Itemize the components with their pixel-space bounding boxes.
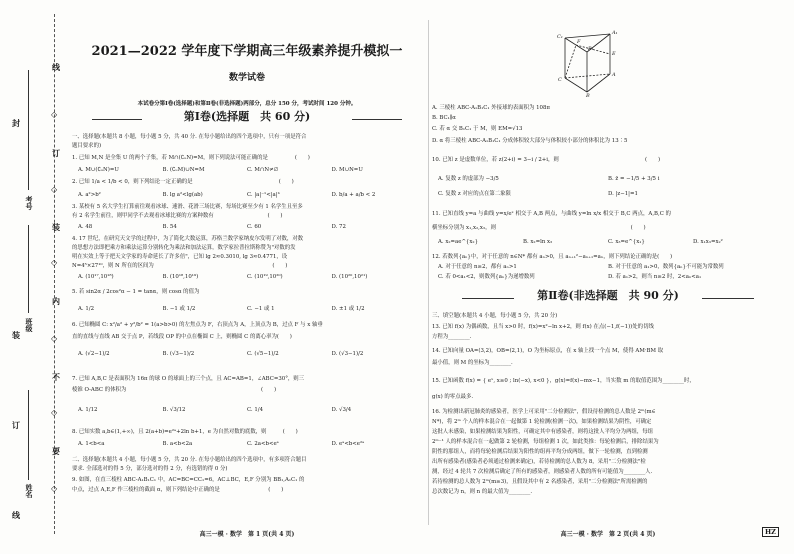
margin-word: 线 [12,510,20,520]
option: C. (10¹⁹,10²⁰) [247,274,283,280]
figure-label: B [586,93,590,98]
page-footer-right: 高三一模 · 数学 第 2 页(共 4 页) [560,531,656,538]
option: C. |a|⁻¹<|a|ᵇ [247,192,280,198]
option: B. −1 或 1/2 [162,306,196,312]
rule [352,119,402,120]
question-4: N=4⁵×27¹⁰，则 N 所在的区间为 ( ) [72,263,288,269]
option: B. lg a²<lg(ab) [162,192,203,198]
question-14: 最小值，则 M 的坐标为________. [432,360,513,366]
diamond-icon: ◇ [51,408,58,417]
question-12-options [438,273,778,282]
rule [702,298,754,299]
diamond-icon: ◇ [51,484,58,493]
question-6: 6. 已知椭圆 C: x²/a² + y²/b² = 1(a>b>0) 的左焦点为 F，右顶点为 A，上顶点为 B，过点 F 与 x 轴垂 [72,322,323,328]
question-6-options [78,350,416,359]
margin-char: 要 [52,446,60,456]
region-badge: HZ [762,527,779,537]
option: C. 2a<b<eᵃ [247,441,279,447]
section-intro: 题目要求的) [72,143,102,149]
question-2: 2. 已知 1/a < 1/b < 0，则下列结论一定正确的是 ( ) [72,179,294,185]
field-label-exam-number: 考号 [25,196,34,210]
option: D. b/a + a/b < 2 [331,192,376,198]
field-label-class: 班级 [25,318,34,332]
question-16: 测，经过 4 轮共 7 次检测后确定了所有的感染者，则感染者人数的所有可能值为________人. [432,469,653,475]
field-line [28,225,29,313]
diamond-icon: ◇ [51,110,58,119]
question-11: 11. 已知直线 y=a 与曲线 y=x/eˣ 相交于 A,B 两点，与曲线 y=ln x/x 相交于 B,C 两点，A,B,C 的 [432,211,671,217]
question-7: 7. 已知 A,B,C 是表面积为 16π 的球 O 的球面上的三个点，且 AC=AB=1，∠ABC=30°，则三 [72,376,305,382]
part2-heading: 第Ⅱ卷(非选择题 共 90 分) [537,289,679,302]
option: B. z̄ = −1/5 + 3/5 i [608,176,660,182]
margin-word: 订 [12,420,20,430]
option: D. (10²⁰,10²¹) [331,274,368,280]
section2-intro: 要求. 全部选对的得 5 分，部分选对的得 2 分，有选错的得 0 分) [72,466,228,472]
question-16: 总次数记为 n，则 n 的最大值为________. [432,489,533,495]
question-15: g(x) 的零点最多. [432,394,474,400]
option: C. M∩N≠∅ [247,167,279,173]
question-16: 2ᵐ⁻¹ 人的样本混合在一起做第 2 轮检测，每组检测 1 次，如此类推：每轮检测后，排除结果为 [432,439,659,445]
page-footer-left: 高三一模 · 数学 第 1 页(共 4 页) [199,531,295,538]
right-column [432,0,784,554]
option: C. x₃=e^{x₁} [608,239,645,245]
option: D. |z−1|=1 [608,191,638,197]
option: A. 对于任意的 n≥2，都有 aₙ>1 [438,264,517,270]
option: A. M∪(∁ᵤN)=U [78,167,119,173]
question-12-options [438,263,778,272]
question-9-option: B. BC₁∥α [432,115,456,121]
option: D. ±1 或 1/2 [331,306,365,312]
fill-section-intro: 三、填空题(本题共 4 小题，每小题 5 分，共 20 分) [432,313,558,319]
question-9-option: D. α 将三棱柱 ABC-A₁B₁C₁ 分成体积较大部分与体积较小部分的体积比为 13∶5 [432,138,628,144]
question-10-options [438,190,778,199]
option: D. 72 [331,224,346,230]
margin-char: 装 [52,222,60,232]
question-7: 棱锥 O-ABC 的体积为 ( ) [72,387,277,393]
question-9-option: A. 三棱柱 ABC-A₁B₁C₁ 外接球的表面积为 108π [432,105,550,111]
exam-subject: 数学试卷 [228,73,265,83]
question-12: 12. 若数列{aₙ}中，对于任意的 n∈N* 都有 aₙ>0，且 aₙ₊₁²−aₙ₊₁=aₙ，则下列结论正确的是( ) [432,254,673,260]
option: A. 复数 z 的虚部为 −3/5 [438,176,499,182]
question-2-options [78,191,416,200]
question-1: 1. 已知 M,N 是全集 U 的两个子集，若 M∩(∁ᵤN)=M，则下列说法可能正确的是 ( ) [72,155,310,161]
diamond-icon: ◇ [51,185,58,194]
question-4: 明在实效上等于把天文学家的寿命延长了许多倍"，已知 lg 2≈0.3010, lg 3≈0.4771，设 [72,254,288,260]
figure-label: E [612,51,616,57]
margin-char: 订 [52,148,60,158]
margin-char: 线 [52,62,60,72]
margin-word: 装 [12,330,20,340]
question-4: 的思想方法即把乘方和乘法运算分别转化为乘法和加法运算，数学家拉普拉斯称赞为"对数的发 [72,245,296,251]
question-6: 直的直线与直线 AB 交于点 P，若线段 OP 的中点在椭圆 C 上，则椭圆 C 的离心率为( ) [72,334,292,340]
page-divider [428,20,429,525]
option: B. a<b<2a [162,441,193,447]
section-intro: 一、选择题(本题共 8 小题，每小题 5 分，共 40 分. 在每小题给出的四个选项中，只有一项是符合 [72,134,307,140]
option: A. x₂=ae^{x₂} [438,239,479,245]
question-3: 3. 某校有 5 名大学生打算前往观看冰球、速滑、花滑三场比赛，每场比赛至少有 1 名学生且至多 [72,204,303,210]
option: D. 若 a₁>2，则当 n≥2 时，2<aₙ<a₁ [608,274,702,280]
question-5: 5. 若 sin2α / 2cos²α − 1 = tanα，则 cosα 的值为 [72,289,200,295]
question-9: 中点，过点 A,E,F 作三棱柱的截面 α，则下列结论中正确的是 ( ) [72,487,284,493]
question-14: 14. 已知向量 OA=(3,2)，OB=(2,1)，O 为坐标原点，在 x 轴上找一个点 M，使得 AM·BM 取 [432,348,664,354]
option: B. (10¹⁸,10¹⁹) [162,274,199,280]
option: C. 复数 z 对应的点在第二象限 [438,191,511,197]
option: D. eᵃ<b<e²ᵃ [331,441,365,447]
option: C. 1/4 [247,407,264,413]
option: A. a²>b² [78,192,101,198]
option: B. (√3−1)/2 [162,351,195,357]
margin-word: 封 [12,118,20,128]
question-15: 15. 已知函数 f(x) = { eˣ, x≥0 ; ln(−x), x<0 }，g(x)=f(x)−mx−1，当实数 m 的取值范围为________时， [432,378,695,384]
margin-char: 不 [52,372,60,382]
question-5-options [78,305,416,314]
option: A. (√2−1)/2 [78,351,110,357]
question-16: 阴性的那组人，而将每轮检测后结果为阳性的组再平均分成两组，做下一轮检测，直到检测 [432,449,648,455]
question-3: 有 2 名学生前往，则甲同学不去观看冰球比赛的方案种数有 ( ) [72,213,283,219]
option: A. 1<b<a [78,441,105,447]
option: D. (√3−1)/2 [331,351,364,357]
binding-margin [0,0,70,554]
figure-label: A [612,72,616,78]
option: B. 54 [162,224,177,230]
figure-label: C [558,77,562,83]
question-8: 8. 已知实数 a,b∈(1,+∞)，且 2(a+b)=e²ᵃ+2ln b+1，e 为自然对数的底数，则 ( ) [72,429,298,435]
question-9-option: C. 若 α 交 B₁C₁ 于 M，则 EM=√13 [432,126,523,132]
question-11-options [438,238,778,247]
option: C. 若 0<a₁<2，则数列{aₙ}为递增数列 [438,274,535,280]
question-13: 方程为________. [432,334,472,340]
diamond-icon: ◇ [51,334,58,343]
question-16: 16. 为检测出新冠肺炎的感染者，医学上可采用"二分检测法"，假设待检测的总人数是 2ᵐ(m∈ [432,409,656,415]
margin-char: 内 [52,296,60,306]
option: C. (√5−1)/2 [247,351,279,357]
option: B. (∁ᵤM)∪N=M [162,167,205,173]
option: D. x₁x₃=x₂² [693,239,723,245]
option: A. 1/12 [78,407,98,413]
question-4-options [78,273,416,282]
section2-intro: 二、选择题(本题共 4 小题，每小题 5 分，共 20 分. 在每小题给出的四个选项中，有多项符合题目 [72,457,307,463]
question-16: 这批人未感染，如果检测结果为阳性，可确定其中有感染者，则将这批人平均分为两组，每组 [432,429,654,435]
question-4: 4. 17 世纪，在研究天文学的过程中，为了简化大数运算，苏格兰数学家纳皮尔发明了对数，对数 [72,236,304,242]
option: C. 60 [247,224,262,230]
option: A. 48 [78,224,93,230]
exam-notice: 本试卷分第Ⅰ卷(选择题)和第Ⅱ卷(非选择题)两部分，总分 150 分，考试时间 120 分钟。 [137,101,357,107]
figure-label: B₁ [588,46,594,52]
figure-label: A₁ [612,30,618,36]
field-label-name: 姓名 [25,484,34,498]
option: A. (10¹⁷,10¹⁸) [78,274,114,280]
question-16: N*)，将 2ᵐ 个人的样本混合在一起做第 1 轮检测(检测一次)，如果检测结果为阴性，可确定 [432,419,652,425]
figure-label: F [577,39,581,45]
field-line [28,70,29,190]
question-16: 若待检测的总人数为 2ᵐ(m≥3)，且假设其中有 2 名感染者，采用"二分检测法"所需检测的 [432,479,648,485]
option: D. M∪N=U [331,167,363,173]
figure-label: C₁ [557,34,563,40]
question-3-options [78,223,416,232]
question-1-options [78,166,416,175]
option: C. −1 或 1 [247,306,275,312]
option: B. x₂=ln x₃ [523,239,553,245]
question-13: 13. 已知 f(x) 为偶函数，且当 x>0 时，f(x)=x²−ln x+2，则 f(x) 在点(−1,f(−1))处的切线 [432,324,654,330]
exam-title: 2021—2022 学年度下学期高三年级素养提升模拟一 [91,44,403,59]
question-11: 横坐标分别为 x₁,x₂,x₃，则 ( ) [432,225,646,231]
question-10: 10. 已知 z 是虚数单位，若 z(2+i) = 3−i / 2+i，则 ( ) [432,157,661,163]
option: A. 1/2 [78,306,94,312]
option: B. √3/12 [162,407,186,413]
left-column [72,0,422,554]
option: B. 对于任意的 a₁>0，数列{aₙ}不可能为常数列 [608,264,724,270]
field-line [28,390,29,480]
question-7-options [78,406,416,415]
part1-heading: 第Ⅰ卷(选择题 共 60 分) [183,110,311,123]
diamond-icon: ◇ [51,258,58,267]
question-9: 9. 如图，在直三棱柱 ABC-A₁B₁C₁ 中，AC=BC=CC₁=6，AC⊥BC，E,F 分别为 BB₁,A₁C₁ 的 [72,477,305,483]
question-8-options [78,440,416,449]
question-16: 出所有感染者(感染者必须通过检测来确定)，若待检测的总人数为 8，采用"二分检测法"检 [432,459,646,465]
question-10-options [438,175,778,184]
option: D. √3/4 [331,407,352,413]
